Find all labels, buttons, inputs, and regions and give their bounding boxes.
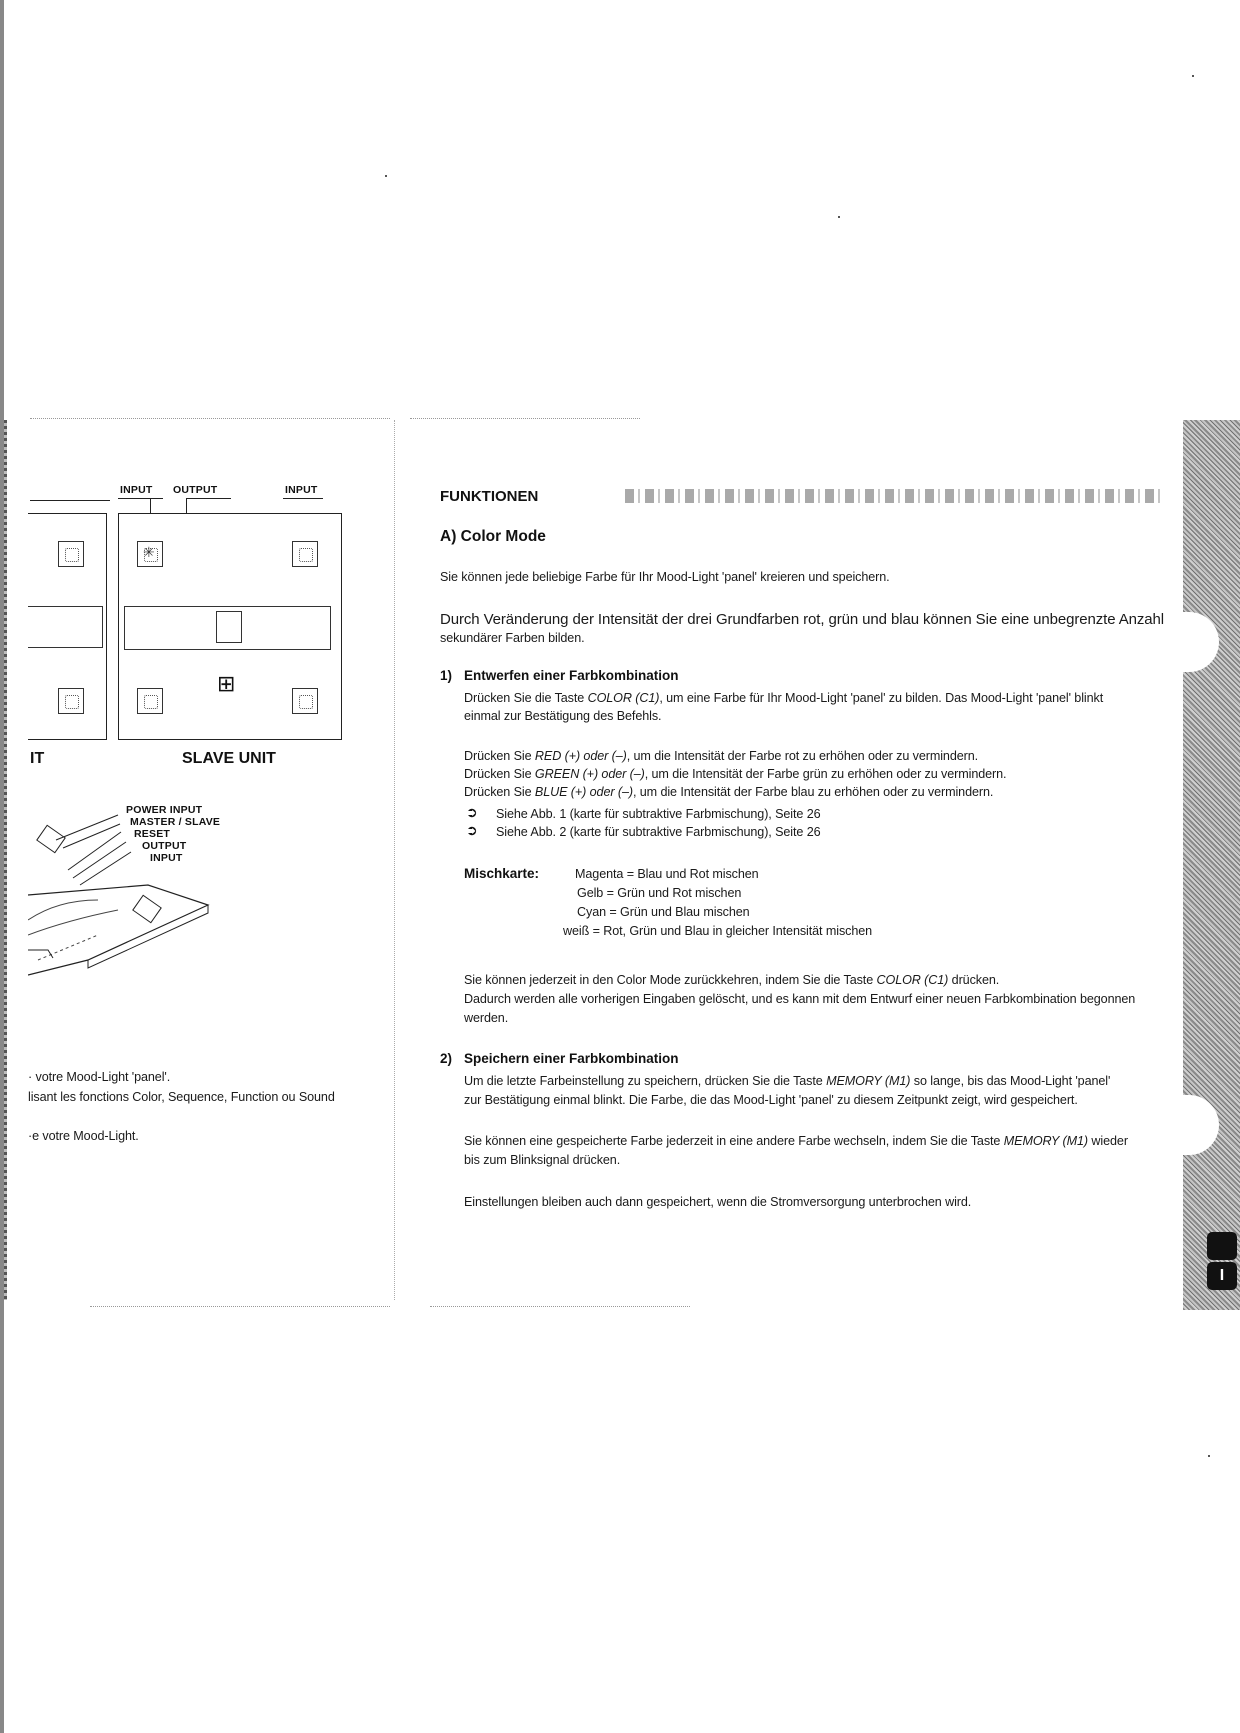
panel-cell (292, 541, 318, 567)
slave-unit-label: SLAVE UNIT (182, 750, 276, 767)
side-tab-strip (1183, 420, 1240, 1310)
step-1-number: 1) (440, 668, 453, 683)
step-2-paragraph (464, 1073, 1110, 1090)
step-1-title: Entwerfen einer Farbkombination (464, 668, 679, 683)
section-title: FUNKTIONEN (440, 488, 539, 505)
cable-line (118, 498, 163, 499)
panel-cell-active (137, 541, 163, 567)
section-subtitle: A) Color Mode (440, 528, 546, 545)
step-2-paragraph-2-cont: bis zum Blinksignal drücken. (464, 1153, 621, 1167)
fold-line-bottom-right (430, 1306, 690, 1307)
cable-line (283, 498, 323, 499)
mix-chart-item: Cyan = Grün und Blau mischen (577, 905, 750, 919)
step-2-title: Speichern einer Farbkombination (464, 1051, 679, 1066)
text-segment: Drücken Sie (464, 785, 535, 799)
text-segment: , um die Intensität der Farbe blau zu erhöhen oder zu vermindern. (632, 785, 994, 799)
reference-arrow-icon: ➲ (466, 822, 478, 838)
key-name: COLOR (C1) (587, 691, 660, 705)
fold-line-top-left (30, 418, 390, 419)
label-master-slave: MASTER / SLAVE (130, 816, 221, 828)
reference-line: Siehe Abb. 1 (karte für subtraktive Farbmischung), Seite 26 (496, 807, 821, 821)
text-segment: Drücken Sie die Taste (464, 691, 588, 705)
left-text-line: ·e votre Mood-Light. (28, 1129, 139, 1143)
panel-cell (58, 541, 84, 567)
panel-cell (58, 688, 84, 714)
step-2-paragraph-cont: zur Bestätigung einmal blinkt. Die Farbe, die das Mood-Light 'panel' zu diesem Zeitpunkt zeigt, wird gespeichert. (464, 1093, 1078, 1107)
key-name: MEMORY (M1) (1003, 1134, 1089, 1148)
key-name: MEMORY (M1) (826, 1074, 911, 1088)
text-segment: Sie können jederzeit in den Color Mode zurückkehren, indem Sie die Taste (464, 973, 877, 987)
step-2-number: 2) (440, 1051, 453, 1066)
text-segment: Sie können eine gespeicherte Farbe jederzeit in eine andere Farbe wechseln, indem Sie die Taste (464, 1134, 1004, 1148)
scan-speck (1208, 1455, 1210, 1457)
key-name: BLUE (+) oder (–) (534, 785, 633, 799)
intro-paragraph-cont: sekundärer Farben bilden. (440, 631, 585, 645)
left-text-line: · votre Mood-Light 'panel'. (28, 1070, 171, 1084)
reference-line: Siehe Abb. 2 (karte für subtraktive Farbmischung), Seite 26 (496, 825, 821, 839)
language-tab-letter: I (1207, 1262, 1237, 1290)
diagram-label-output: OUTPUT (173, 484, 218, 496)
label-reset: RESET (134, 828, 171, 840)
panel-cell (292, 688, 318, 714)
green-instruction (464, 766, 1006, 783)
master-unit-label: IT (30, 750, 45, 767)
text-segment: wieder (1088, 1134, 1128, 1148)
language-tab-block (1207, 1232, 1237, 1260)
reference-arrow-icon: ➲ (466, 804, 478, 820)
step-1-paragraph (464, 690, 1103, 707)
intro-paragraph-large: Durch Veränderung der Intensität der drei Grundfarben rot, grün und blau können Sie eine unbegrenzte Anzahl (440, 611, 1164, 628)
fold-line-bottom-left (90, 1306, 390, 1307)
return-paragraph-cont: werden. (464, 1011, 509, 1025)
mix-chart-item: Magenta = Blau und Rot mischen (575, 867, 759, 881)
diagram-label-input: INPUT (120, 484, 153, 496)
mix-chart-label: Mischkarte: (464, 866, 540, 881)
mix-chart-item: Gelb = Grün und Rot mischen (577, 886, 742, 900)
panel-cell (137, 688, 163, 714)
back-panel-illustration (28, 800, 238, 990)
step-1-paragraph-cont: einmal zur Bestätigung des Befehls. (464, 709, 662, 723)
step-2-paragraph-2 (464, 1133, 1128, 1150)
return-paragraph-cont: Dadurch werden alle vorherigen Eingaben gelöscht, und es kann mit dem Entwurf einer neuen Farbkombination begonnen (464, 992, 1136, 1006)
intro-paragraph: Sie können jede beliebige Farbe für Ihr Mood-Light 'panel' kreieren und speichern. (440, 570, 890, 584)
text-segment: Um die letzte Farbeinstellung zu speichern, drücken Sie die Taste (464, 1074, 827, 1088)
scan-speck (838, 216, 840, 218)
key-name: RED (+) oder (–) (534, 749, 627, 763)
scan-speck (1192, 75, 1194, 77)
title-decoration (625, 489, 1160, 503)
text-segment: , um die Intensität der Farbe grün zu erhöhen oder zu vermindern. (644, 767, 1007, 781)
fold-line-top-right (410, 418, 640, 419)
blue-instruction (464, 784, 993, 801)
segment-display-icon: ⊞ (217, 671, 236, 696)
text-segment: , um die Intensität der Farbe rot zu erhöhen oder zu vermindern. (626, 749, 979, 763)
step-2-paragraph-3: Einstellungen bleiben auch dann gespeichert, wenn die Stromversorgung unterbrochen wird. (464, 1195, 972, 1209)
scan-speck (385, 175, 387, 177)
cable-line (30, 500, 110, 501)
text-segment: Drücken Sie (464, 767, 535, 781)
diagram-label-input: INPUT (285, 484, 318, 496)
page-divider (394, 420, 395, 1300)
label-input: INPUT (150, 852, 183, 864)
label-power-input: POWER INPUT (126, 804, 203, 816)
left-text-line: lisant les fonctions Color, Sequence, Function ou Sound (28, 1090, 335, 1104)
return-paragraph (464, 972, 999, 989)
text-segment: Drücken Sie (464, 749, 535, 763)
scan-edge-texture (4, 420, 7, 1300)
cable-line (186, 498, 231, 499)
mix-chart-item: weiß = Rot, Grün und Blau in gleicher Intensität mischen (563, 924, 873, 938)
label-output: OUTPUT (142, 840, 187, 852)
text-segment: so lange, bis das Mood-Light 'panel' (910, 1074, 1111, 1088)
text-segment: , um eine Farbe für Ihr Mood-Light 'panel' zu bilden. Das Mood-Light 'panel' blinkt (659, 691, 1104, 705)
master-display-bar (28, 606, 103, 648)
key-name: COLOR (C1) (876, 973, 949, 987)
slave-display-window (216, 611, 242, 643)
text-segment: drücken. (948, 973, 1000, 987)
key-name: GREEN (+) oder (–) (534, 767, 645, 781)
red-instruction (464, 748, 978, 765)
